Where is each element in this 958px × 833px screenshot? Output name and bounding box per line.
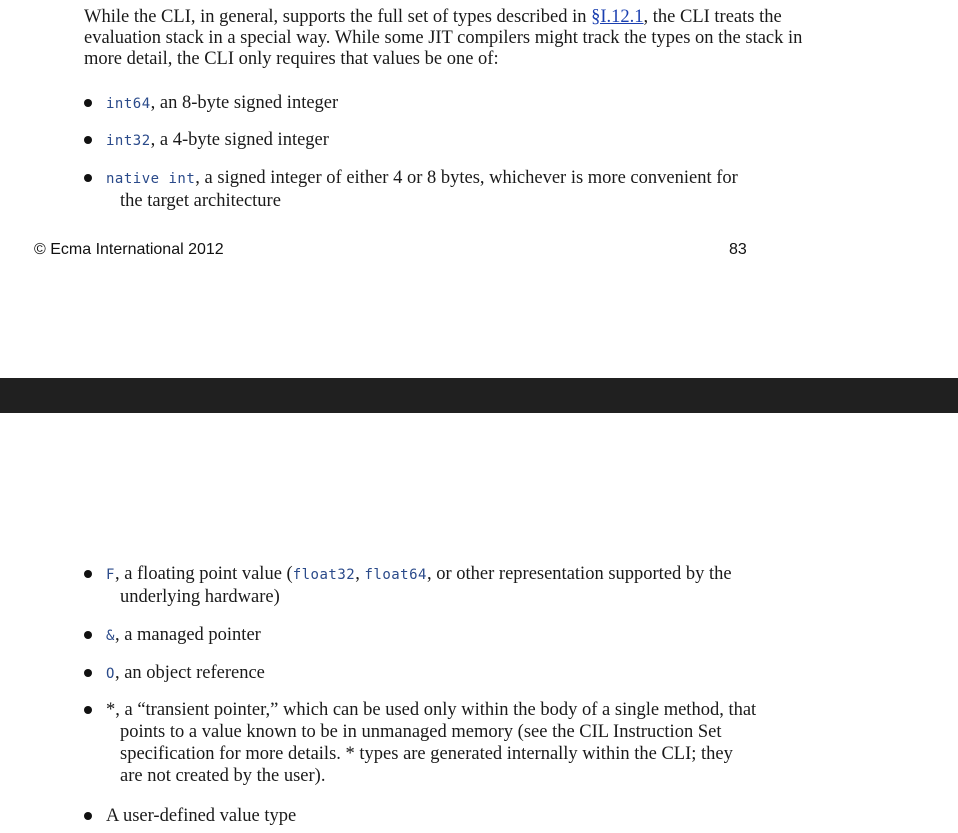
bullet-icon (84, 669, 92, 677)
bullet-icon (84, 136, 92, 144)
item-text-continued-1: points to a value known to be in unmanaged memory (see the CIL Instruction Set (120, 722, 722, 742)
code-int32: int32 (106, 133, 151, 149)
item-text-continued-2: specification for more details. * types are generated internally within the CLI; they (120, 744, 733, 764)
code-float64: float64 (364, 567, 427, 583)
page-separator (0, 378, 958, 413)
bullet-icon (84, 570, 92, 578)
page-83 (0, 0, 958, 378)
item-text: , an object reference (114, 663, 265, 683)
page-84 (0, 413, 958, 833)
item-text-sep: , (355, 564, 365, 584)
intro-text-4: more detail, the CLI only requires that values be one of: (84, 49, 499, 69)
page-number: 83 (729, 241, 747, 258)
code-int64: int64 (106, 96, 151, 112)
intro-paragraph (84, 7, 884, 70)
bullet-icon (84, 812, 92, 820)
bullet-icon (84, 99, 92, 107)
item-text: A user-defined value type (106, 806, 297, 826)
item-text: , a signed integer of either 4 or 8 bytes, whichever is more convenient for (195, 168, 738, 188)
code-float32: float32 (292, 567, 356, 583)
item-text: , a 4-byte signed integer (150, 130, 329, 150)
item-text: , an 8-byte signed integer (150, 93, 339, 113)
item-text-continued-3: are not created by the user). (120, 766, 326, 786)
item-text: *, a “transient pointer,” which can be used only within the body of a single method, that (106, 700, 757, 720)
code-native-int: native int (106, 171, 196, 187)
intro-text-3: evaluation stack in a special way. While some JIT compilers might track the types on the stack in (84, 28, 803, 48)
intro-text-1: While the CLI, in general, supports the full set of types described in (84, 7, 592, 27)
section-link[interactable]: §I.12.1 (591, 7, 644, 27)
bullet-icon (84, 174, 92, 182)
item-text: , a managed pointer (114, 625, 261, 645)
item-text: , a floating point value ( (114, 564, 293, 584)
bullet-icon (84, 631, 92, 639)
code-F: F (106, 567, 115, 583)
item-text-continued: underlying hardware) (120, 587, 280, 607)
footer-copyright: © Ecma International 2012 (34, 241, 224, 258)
item-text-continued: the target architecture (120, 191, 281, 211)
bullet-icon (84, 706, 92, 714)
code-ampersand: & (106, 628, 115, 644)
code-O: O (106, 666, 115, 682)
item-text-rest: , or other representation supported by the (426, 564, 732, 584)
intro-text-2: , the CLI treats the (643, 7, 782, 27)
